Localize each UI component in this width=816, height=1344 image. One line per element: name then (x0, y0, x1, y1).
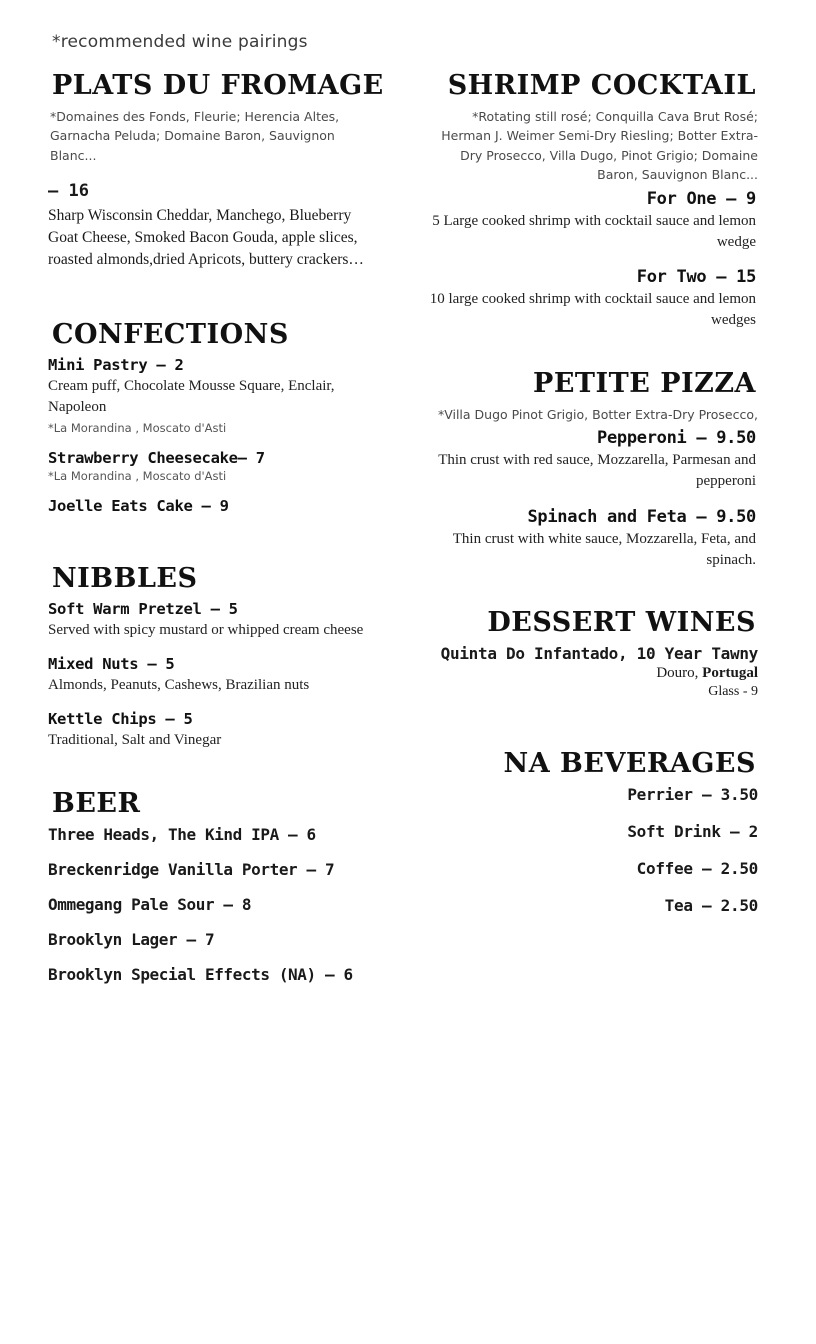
list-item (46, 356, 390, 435)
list-item: Breckenridge Vanilla Porter – 7 (48, 859, 335, 879)
list-item: Ommegang Pale Sour – 8 (48, 894, 252, 914)
section-title-cheese: PLATS DU FROMAGE (52, 70, 384, 101)
list-item (46, 655, 390, 696)
menu-columns (46, 70, 770, 1010)
item-description: 5 Large cooked shrimp with cocktail sauce and lemon wedge (432, 212, 756, 250)
list-item (414, 428, 758, 493)
section-petite-pizza (414, 368, 758, 572)
wine-pairing-note: *recommended wine pairings (52, 32, 308, 52)
wine-glass-price: Glass - 9 (708, 684, 758, 700)
section-title-shrimp: SHRIMP COCKTAIL (447, 70, 756, 101)
wine-region-prefix: Douro, (656, 665, 703, 682)
left-column (46, 70, 390, 1010)
cheese-pairing-note: *Domaines des Fonds, Fleurie; Herencia Altes, Garnacha Peluda; Domaine Baron, Sauvignon Blanc... (50, 109, 340, 163)
right-column (414, 70, 758, 941)
shrimp-pairing-note: *Rotating still rosé; Conquilla Cava Brut Rosé; Herman J. Weimer Semi-Dry Riesling; Botter Extra-Dry Prosecco, Villa Dugo, Pinot Grigio; Domaine Baron, Sauvignon Blanc... (441, 109, 758, 183)
wine-region-country: Portugal (702, 665, 758, 682)
section-na-beverages (414, 748, 758, 915)
section-title-nibbles: NIBBLES (52, 562, 198, 594)
item-pairing: *La Morandina , Moscato d'Asti (48, 468, 227, 483)
cheese-description: Sharp Wisconsin Cheddar, Manchego, Blueberry Goat Cheese, Smoked Bacon Gouda, apple slices, roasted almonds,dried Apricots, buttery crackers… (48, 207, 364, 269)
item-name: Strawberry Cheesecake– 7 (48, 448, 265, 467)
section-nibbles (46, 563, 390, 752)
item-description: Traditional, Salt and Vinegar (48, 732, 222, 749)
item-name: Joelle Eats Cake – 9 (48, 496, 229, 515)
item-name: For One – 9 (646, 188, 756, 209)
list-item: Soft Drink – 2 (627, 822, 758, 842)
item-description: Almonds, Peanuts, Cashews, Brazilian nuts (48, 677, 310, 694)
list-item (46, 449, 390, 483)
list-item (46, 710, 390, 751)
list-item: Tea – 2.50 (664, 896, 758, 916)
section-confections (46, 319, 390, 515)
list-item: Brooklyn Special Effects (NA) – 6 (48, 964, 353, 984)
section-beer (46, 788, 390, 984)
section-title-na-beverages: NA BEVERAGES (503, 748, 756, 780)
item-name: Mini Pastry – 2 (48, 356, 184, 375)
list-item (46, 497, 390, 515)
item-name: Spinach and Feta – 9.50 (527, 506, 756, 527)
list-item (414, 507, 758, 572)
item-description: Served with spicy mustard or whipped cream cheese (48, 621, 364, 638)
item-description: 10 large cooked shrimp with cocktail sauce and lemon wedges (429, 291, 756, 329)
cheese-price: – 16 (48, 181, 89, 202)
item-description: Thin crust with white sauce, Mozzarella, Feta, and spinach. (452, 530, 756, 568)
list-item (414, 267, 758, 332)
section-title-confections: CONFECTIONS (52, 319, 289, 351)
item-name: Mixed Nuts – 5 (48, 655, 175, 674)
pizza-pairing-note: *Villa Dugo Pinot Grigio, Botter Extra-Dry Prosecco, (437, 406, 758, 422)
list-item (414, 189, 758, 254)
item-pairing: *La Morandina , Moscato d'Asti (48, 420, 227, 435)
list-item: Perrier – 3.50 (627, 785, 758, 805)
list-item: Brooklyn Lager – 7 (48, 929, 215, 949)
section-dessert-wines (414, 607, 758, 700)
item-name: For Two – 15 (636, 267, 756, 288)
section-title-dessert-wines: DESSERT WINES (487, 607, 756, 639)
item-name: Kettle Chips – 5 (48, 710, 193, 729)
list-item: Three Heads, The Kind IPA – 6 (48, 824, 316, 844)
section-plats-du-fromage (46, 70, 390, 271)
section-title-beer: BEER (52, 787, 141, 819)
item-name: Pepperoni – 9.50 (597, 428, 756, 449)
section-shrimp-cocktail (414, 70, 758, 332)
list-item (46, 600, 390, 641)
section-title-pizza: PETITE PIZZA (533, 367, 756, 399)
item-name: Soft Warm Pretzel – 5 (48, 599, 238, 618)
item-description: Cream puff, Chocolate Mousse Square, Enclair, Napoleon (48, 378, 335, 416)
item-description: Thin crust with red sauce, Mozzarella, Parmesan and pepperoni (438, 452, 756, 490)
list-item: Coffee – 2.50 (636, 859, 758, 879)
wine-region (414, 665, 758, 682)
wine-name: Quinta Do Infantado, 10 Year Tawny (440, 644, 758, 664)
